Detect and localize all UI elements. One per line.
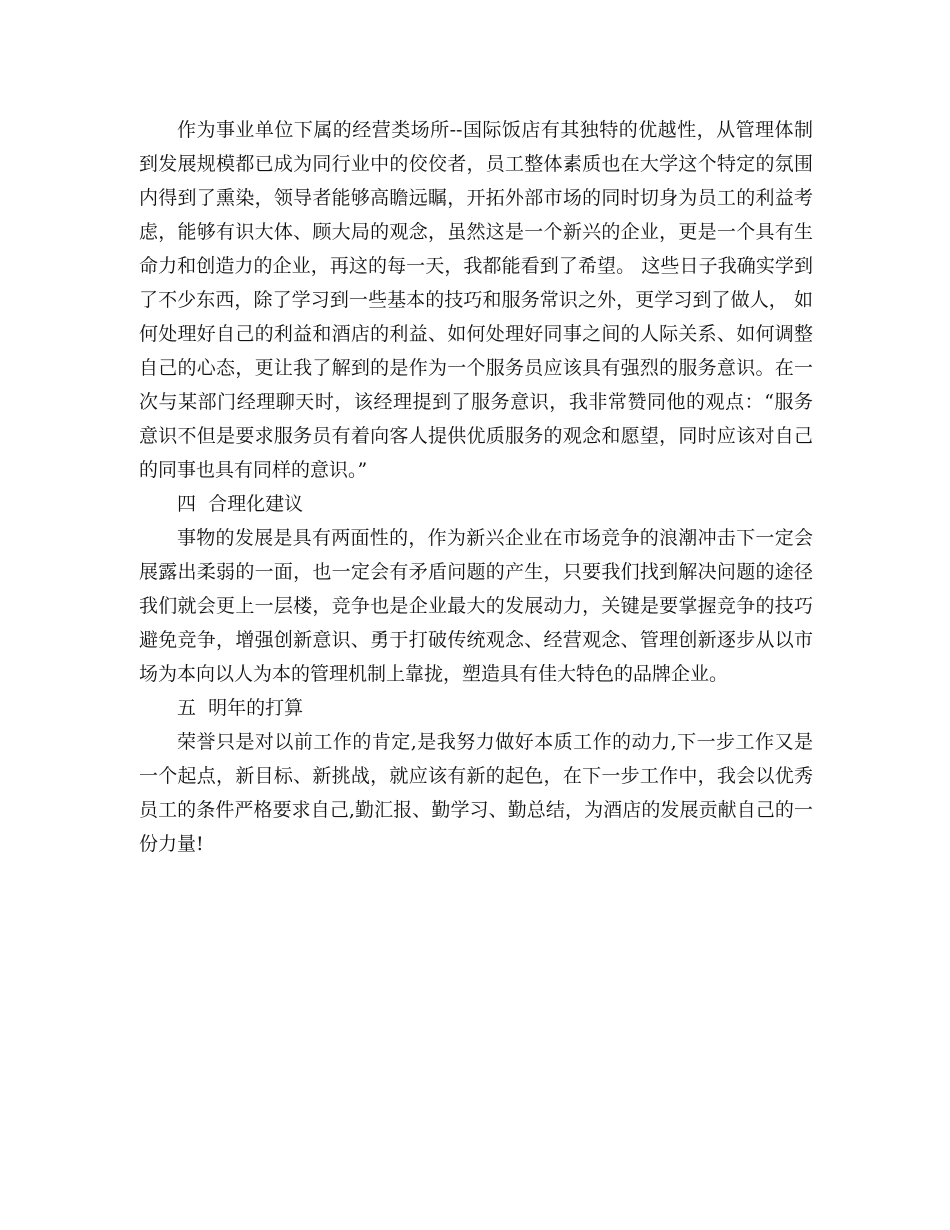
paragraph-next-year-plan: 荣誉只是对以前工作的肯定,是我努力做好本质工作的动力,下一步工作又是一个起点，新目标、新挑战，就应该有新的起色，在下一步工作中，我会以优秀员工的条件严格要求自己,勤汇报、勤学习、勤总结，为酒店的发展贡献自己的一份力量! [139, 731, 813, 855]
paragraph-suggestions: 事物的发展是具有两面性的，作为新兴企业在市场竞争的浪潮冲击下一定会展露出柔弱的一面，也一定会有矛盾问题的产生，只要我们找到解决问题的途径我们就会更上一层楼，竞争也是企业最大的发展动力，关键是要掌握竞争的技巧避免竞争，增强创新意识、勇于打破传统观念、经营观念、管理创新逐步从以市场为本向以人为本的管理机制上靠拢，塑造具有佳大特色的品牌企业。 [139, 527, 813, 685]
section-heading-next-year-plan: 五 明年的打算 [177, 697, 304, 719]
section-heading-suggestions: 四 合理化建议 [177, 493, 304, 515]
document-page [139, 113, 813, 861]
paragraph-hotel-experience: 作为事业单位下属的经营类场所--国际饭店有其独特的优越性，从管理体制到发展规模都已成为同行业中的佼佼者，员工整体素质也在大学这个特定的氛围内得到了熏染，领导者能够高瞻远瞩，开拓外部市场的同时切身为员工的利益考虑，能够有识大体、顾大局的观念，虽然这是一个新兴的企业，更是一个具有生命力和创造力的企业，再这的每一天，我都能看到了希望。 这些日子我确实学到了不少东西，除了学习到一些基本的技巧和服务常识之外，更学习到了做人， 如何处理好自己的利益和酒店的利益、如何处理好同事之间的人际关系、如何调整自己的心态，更让我了解到的是作为一个服务员应该具有强烈的服务意识。在一次与某部门经理聊天时，该经理提到了服务意识，我非常赞同他的观点：“服务意识不但是要求服务员有着向客人提供优质服务的观念和愿望，同时应该对自己的同事也具有同样的意识。” [139, 119, 813, 481]
